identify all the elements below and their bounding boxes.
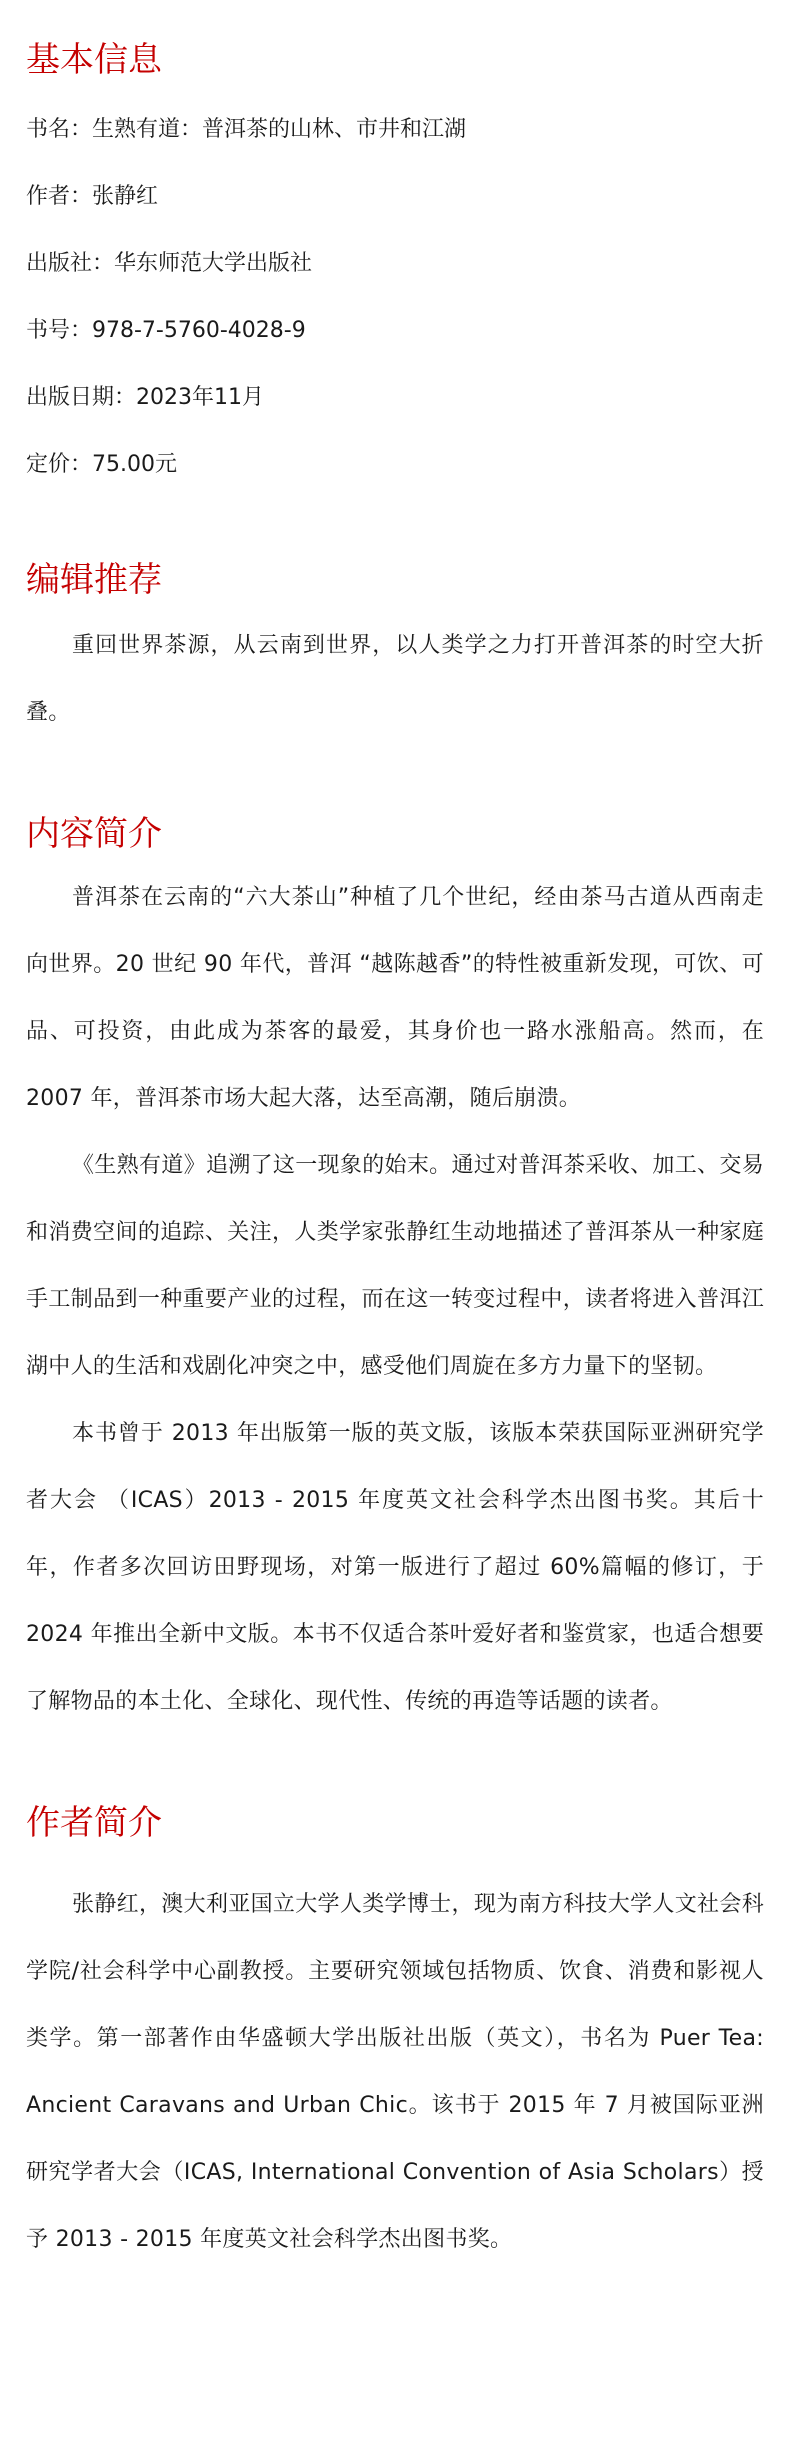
book-author: 作者：张静红: [26, 184, 159, 209]
summary-heading: 内容简介: [26, 814, 162, 854]
book-isbn: 书号：978-7-5760-4028-9: [26, 318, 306, 343]
summary-section: [26, 814, 764, 1735]
paragraph: 本书曾于 2013 年出版第一版的英文版，该版本荣获国际亚洲研究学者大会 （ICAS）2013 - 2015 年度英文社会科学杰出图书奖。其后十年，作者多次回访田野现场，对第一版进行了超过 60%篇幅的修订，于 2024 年推出全新中文版。本书不仅适合茶叶爱好者和鉴赏家，也适合想要了解物品的本土化、全球化、现代性、传统的再造等话题的读者。: [26, 1421, 764, 1714]
book-pub-date: 出版日期：2023年11月: [26, 385, 264, 410]
book-publisher: 出版社：华东师范大学出版社: [26, 251, 313, 276]
summary-body: [26, 864, 764, 1735]
paragraph: 《生熟有道》追溯了这一现象的始末。通过对普洱茶采收、加工、交易和消费空间的追踪、关注，人类学家张静红生动地描述了普洱茶从一种家庭手工制品到一种重要产业的过程，而在这一转变过程中，读者将进入普洱江湖中人的生活和戏剧化冲突之中，感受他们周旋在多方力量下的坚韧。: [26, 1153, 764, 1379]
editor-recommend-section: [26, 560, 764, 746]
basic-info-list: [26, 115, 764, 480]
book-price: 定价：75.00元: [26, 452, 177, 477]
paragraph: 张静红，澳大利亚国立大学人类学博士，现为南方科技大学人文社会科学院/社会科学中心副教授。主要研究领域包括物质、饮食、消费和影视人类学。第一部著作由华盛顿大学出版社出版（英文），书名为 Puer Tea: Ancient Caravans and Urban Chic。该书于 2015 年 7 月被国际亚洲研究学者大会（ICAS, International Convention of Asia Scholars）授予 2013 - 2015 年度英文社会科学杰出图书奖。: [26, 1892, 764, 2252]
paragraph: 重回世界茶源，从云南到世界，以人类学之力打开普洱茶的时空大折叠。: [26, 633, 764, 725]
basic-info-section: [26, 0, 764, 480]
editor-recommend-heading: 编辑推荐: [26, 560, 162, 600]
editor-recommend-body: [26, 612, 764, 746]
book-name: 书名：生熟有道：普洱茶的山林、市井和江湖: [26, 117, 467, 142]
author-intro-section: [26, 1803, 764, 2273]
basic-info-heading: 基本信息: [26, 40, 162, 80]
author-intro-body: [26, 1871, 764, 2273]
paragraph: 普洱茶在云南的“六大茶山”种植了几个世纪，经由茶马古道从西南走向世界。20 世纪 90 年代，普洱 “越陈越香”的特性被重新发现，可饮、可品、可投资，由此成为茶客的最爱，其身价也一路水涨船高。然而，在 2007 年，普洱茶市场大起大落，达至高潮，随后崩溃。: [26, 885, 764, 1111]
author-intro-heading: 作者简介: [26, 1803, 162, 1843]
